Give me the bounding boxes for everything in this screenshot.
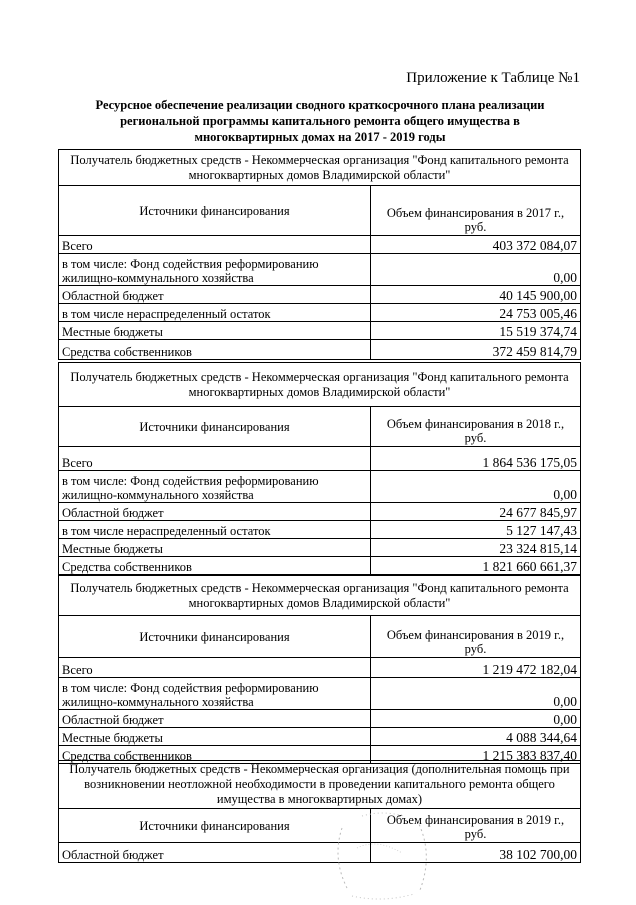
table-row [59,340,581,360]
row-label: в том числе нераспределенный остаток [59,304,371,322]
sources-header: Источники финансирования [59,186,371,236]
recipient-header: Получатель бюджетных средств - Некоммерческая организация "Фонд капитального ремонта многоквартирных домов Владимирской области" [59,150,581,186]
row-label: Всего [59,236,371,254]
table-row [59,447,581,471]
row-label: в том числе нераспределенный остаток [59,521,371,539]
row-label: Областной бюджет [59,503,371,521]
sources-header: Источники финансирования [59,616,371,658]
recipient-header: Получатель бюджетных средств - Некоммерческая организация "Фонд капитального ремонта многоквартирных домов Владимирской области" [59,363,581,407]
table-row [59,503,581,521]
funding-table-2019 [58,575,581,764]
row-value: 1 215 383 837,40 [371,746,581,764]
funding-table-2017 [58,149,581,360]
table-row [59,843,581,863]
recipient-header: Получатель бюджетных средств - Некоммерческая организация "Фонд капитального ремонта многоквартирных домов Владимирской области" [59,576,581,616]
sources-header: Источники финансирования [59,809,371,843]
table-row [59,254,581,286]
table-row [59,521,581,539]
row-value: 23 324 815,14 [371,539,581,557]
volume-header: Объем финансирования в 2019 г., руб. [371,809,581,843]
row-value: 1 864 536 175,05 [371,447,581,471]
row-label: Областной бюджет [59,286,371,304]
row-label: в том числе: Фонд содействия реформированию жилищно-коммунального хозяйства [59,254,371,286]
row-label: Средства собственников [59,746,371,764]
volume-header: Объем финансирования в 2018 г., руб. [371,407,581,447]
appendix-label: Приложение к Таблице №1 [406,70,580,86]
sources-header: Источники финансирования [59,407,371,447]
row-label: Областной бюджет [59,843,371,863]
row-value: 372 459 814,79 [371,340,581,360]
row-value: 4 088 344,64 [371,728,581,746]
row-label: в том числе: Фонд содействия реформированию жилищно-коммунального хозяйства [59,471,371,503]
row-value: 0,00 [371,678,581,710]
table-row [59,728,581,746]
row-value: 38 102 700,00 [371,843,581,863]
row-label: Областной бюджет [59,710,371,728]
document-title: Ресурсное обеспечение реализации сводного краткосрочного плана реализации региональной программы капитального ремонта общего имущества в многоквартирных домах на 2017 - 2019 годы [95,98,545,144]
table-row [59,304,581,322]
row-value: 24 677 845,97 [371,503,581,521]
table-row [59,710,581,728]
funding-table-additional-2019 [58,760,581,863]
table-row [59,658,581,678]
row-value: 24 753 005,46 [371,304,581,322]
row-value: 15 519 374,74 [371,322,581,340]
row-value: 40 145 900,00 [371,286,581,304]
row-label: в том числе: Фонд содействия реформированию жилищно-коммунального хозяйства [59,678,371,710]
row-label: Всего [59,447,371,471]
table-row [59,322,581,340]
row-value: 0,00 [371,471,581,503]
table-row [59,557,581,575]
volume-header: Объем финансирования в 2017 г., руб. [371,186,581,236]
row-label: Средства собственников [59,557,371,575]
volume-header: Объем финансирования в 2019 г., руб. [371,616,581,658]
funding-table-2018 [58,362,581,575]
row-value: 5 127 147,43 [371,521,581,539]
table-row [59,236,581,254]
row-label: Местные бюджеты [59,322,371,340]
row-value: 1 821 660 661,37 [371,557,581,575]
table-row [59,678,581,710]
row-value: 1 219 472 182,04 [371,658,581,678]
table-row [59,286,581,304]
table-row [59,539,581,557]
row-label: Всего [59,658,371,678]
row-label: Местные бюджеты [59,539,371,557]
recipient-header: Получатель бюджетных средств - Некоммерческая организация (дополнительная помощь при возникновении неотложной необходимости в проведении капитального ремонта общего имущества в многоквартирных домах) [59,761,581,809]
table-row [59,471,581,503]
row-value: 0,00 [371,254,581,286]
row-label: Средства собственников [59,340,371,360]
row-label: Местные бюджеты [59,728,371,746]
row-value: 0,00 [371,710,581,728]
row-value: 403 372 084,07 [371,236,581,254]
